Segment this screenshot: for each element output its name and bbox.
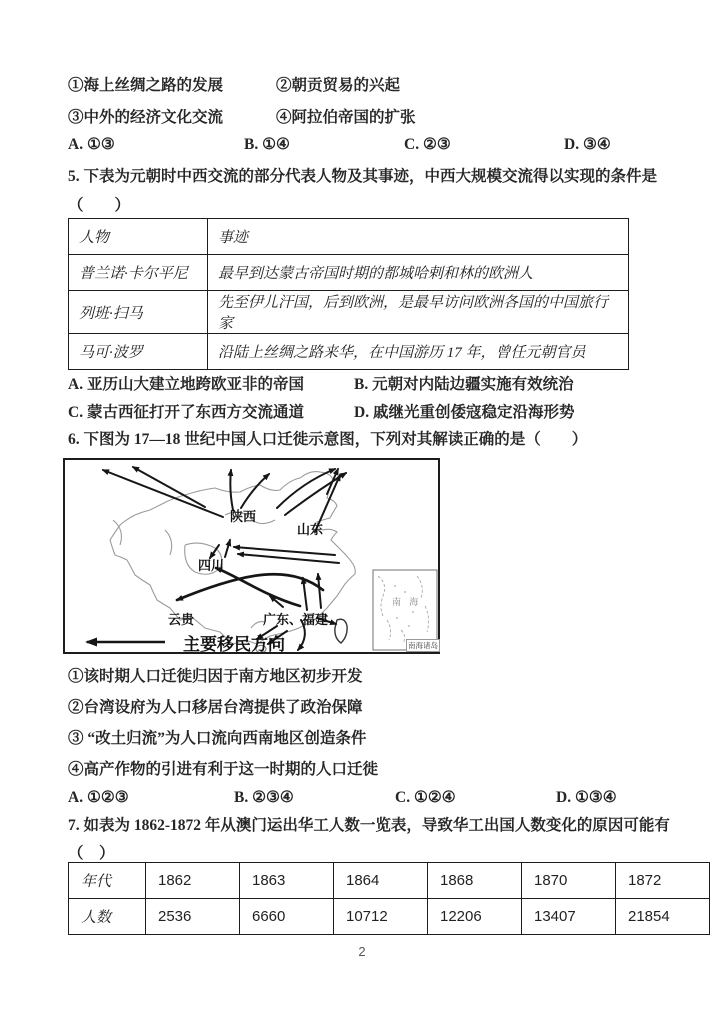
q6-item-3: ③ “改土归流”为人口流向西南地区创造条件	[68, 730, 367, 747]
map-label-shandong: 山东	[297, 522, 324, 537]
q5-table	[68, 218, 629, 370]
q6-stem: 6. 下图为 17—18 世纪中国人口迁徙示意图，下列对其解读正确的是（ ）	[68, 431, 588, 448]
q7-table	[68, 862, 710, 935]
q4-item-1: ①海上丝绸之路的发展	[68, 77, 224, 94]
q7-count: 2536	[146, 899, 240, 935]
q5-th-person: 人物	[69, 219, 208, 255]
q5-choice-c: C. 蒙古西征打开了东西方交流通道	[68, 404, 304, 421]
q5-cell: 列班·扫马	[69, 291, 208, 334]
q6-choice-d: D. ①③④	[556, 789, 617, 806]
map-label-sichuan: 四川	[198, 558, 225, 573]
q6-item-1: ①该时期人口迁徙归因于南方地区初步开发	[68, 668, 363, 685]
q5-cell: 沿陆上丝绸之路来华，在中国游历 17 年，曾任元朝官员	[208, 334, 629, 370]
q7-year: 1864	[334, 863, 428, 899]
table-row	[69, 334, 629, 370]
q4-item-3: ③中外的经济文化交流	[68, 109, 224, 126]
q5-stem: 5. 下表为元朝时中西交流的部分代表人物及其事迹，中西大规模交流得以实现的条件是	[68, 168, 658, 185]
q7-year: 1862	[146, 863, 240, 899]
q7-stem: 7. 如表为 1862-1872 年从澳门运出华工人数一览表，导致华工出国人数变化的原因可能有	[68, 817, 670, 834]
q6-choice-b: B. ②③④	[234, 789, 294, 806]
q5-choice-d: D. 戚继光重创倭寇稳定沿海形势	[354, 404, 575, 421]
q4-choice-c: C. ②③	[404, 136, 451, 153]
table-row	[69, 255, 629, 291]
q4-choice-d: D. ③④	[564, 136, 611, 153]
q5-stem-bracket: （ ）	[68, 197, 131, 214]
table-row	[69, 219, 629, 255]
q7-count: 13407	[522, 899, 616, 935]
q6-choice-a: A. ①②③	[68, 789, 129, 806]
q7-count: 10712	[334, 899, 428, 935]
q7-year: 1870	[522, 863, 616, 899]
population-migration-map	[63, 458, 440, 654]
south-china-sea-inset	[373, 570, 437, 650]
q5-choice-a: A. 亚历山大建立地跨欧亚非的帝国	[68, 376, 304, 393]
q5-cell: 普兰诺·卡尔平尼	[69, 255, 208, 291]
q4-item-2: ②朝贡贸易的兴起	[276, 77, 401, 94]
q7-stem-bracket: （ ）	[68, 845, 115, 862]
q5-cell: 马可·波罗	[69, 334, 208, 370]
map-label-yungui: 云贵	[168, 612, 195, 627]
table-row	[69, 863, 710, 899]
q4-choice-b: B. ①④	[244, 136, 290, 153]
page-number: 2	[358, 944, 366, 959]
inset-sea-label: 南 海	[392, 597, 422, 607]
q7-year: 1872	[616, 863, 710, 899]
inset-caption-label: 南海诸岛	[408, 641, 438, 650]
map-graphic	[65, 460, 438, 652]
q5-cell: 最早到达蒙古帝国时期的都城哈剌和林的欧洲人	[208, 255, 629, 291]
q7-count: 12206	[428, 899, 522, 935]
q6-item-2: ②台湾设府为人口移居台湾提供了政治保障	[68, 699, 363, 716]
q7-row-label: 年代	[69, 863, 146, 899]
map-label-guangdong-fujian: 广东、福建	[263, 612, 329, 627]
q7-count: 6660	[240, 899, 334, 935]
q5-cell: 先至伊儿汗国，后到欧洲，是最早访问欧洲各国的中国旅行家	[208, 291, 629, 334]
q4-item-4: ④阿拉伯帝国的扩张	[276, 109, 416, 126]
map-legend-label: 主要移民方向	[183, 635, 285, 654]
q7-year: 1868	[428, 863, 522, 899]
q7-count: 21854	[616, 899, 710, 935]
q6-item-4: ④高产作物的引进有利于这一时期的人口迁徙	[68, 761, 379, 778]
table-row	[69, 291, 629, 334]
q4-choice-a: A. ①③	[68, 136, 115, 153]
q6-choice-c: C. ①②④	[395, 789, 456, 806]
q7-row-label: 人数	[69, 899, 146, 935]
table-row	[69, 899, 710, 935]
q7-year: 1863	[240, 863, 334, 899]
q5-choice-b: B. 元朝对内陆边疆实施有效统治	[354, 376, 574, 393]
map-label-shaanxi: 陕西	[230, 509, 257, 524]
q5-th-deeds: 事迹	[208, 219, 629, 255]
